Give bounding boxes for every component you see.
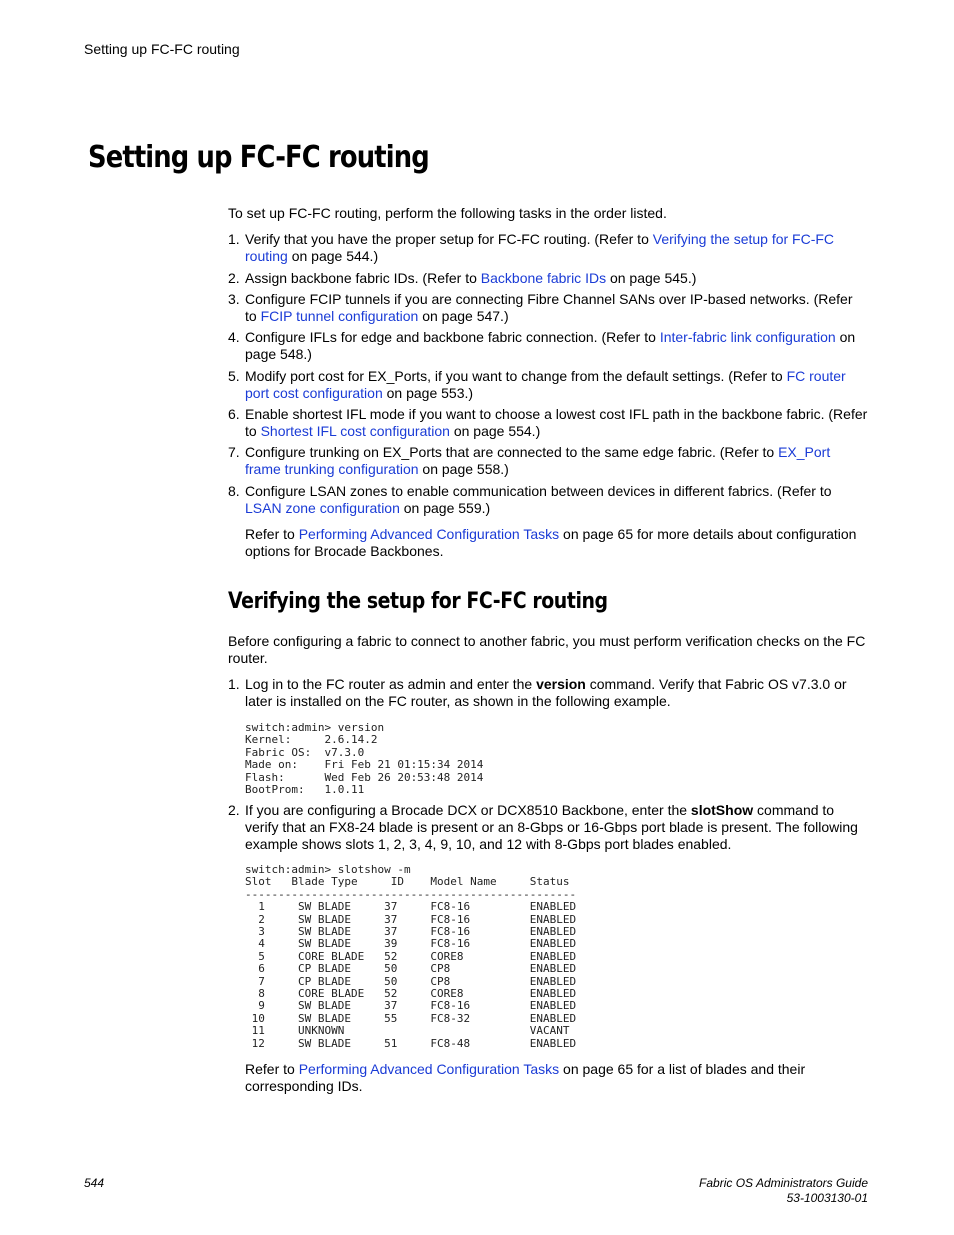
document-number: 53-1003130-01 <box>786 1191 868 1205</box>
link-backbone-fabric-ids[interactable]: Backbone fabric IDs <box>480 270 607 286</box>
page-title: Setting up FC-FC routing <box>88 140 429 175</box>
link-fc-router-port-cost[interactable]: FC router port cost configuration <box>245 368 846 401</box>
running-header: Setting up FC-FC routing <box>84 41 240 57</box>
code-block-slotshow: switch:admin> slotshow -m Slot Blade Type ID Model Name Status -------------------------------------------------- 1 SW BLADE 37 FC8-16 ENABLED 2 SW BLADE 37 FC8-16 ENABLED 3 SW BLADE 37 FC8-16 ENABLED 4 SW BLADE 39 FC8-16 ENABLED 5 CORE BLADE 52 CORE8 ENABLED 6 CP BLADE 50 CP8 ENABLED 7 CP BLADE 50 CP8 ENABLED 8 CORE BLADE 52 CORE8 ENABLED 9 SW BLADE 37 FC8-16 ENABLED 10 SW BLADE 55 FC8-32 ENABLED 11 UNKNOWN VACANT 12 SW BLADE 51 FC8-48 ENABLED <box>245 863 577 1050</box>
page-number: 544 <box>84 1176 105 1190</box>
step-number: 6. <box>228 406 240 422</box>
intro-paragraph: To set up FC-FC routing, perform the following tasks in the order listed. <box>228 205 667 221</box>
link-fcip-tunnel-configuration[interactable]: FCIP tunnel configuration <box>260 308 419 324</box>
step-text: Configure LSAN zones to enable communication between devices in different fabrics. (Refer to LSAN zone configuration on page 559.) <box>245 483 832 516</box>
step-number: 2. <box>228 270 240 286</box>
link-advanced-config-tasks-2[interactable]: Performing Advanced Configuration Tasks <box>298 1061 560 1077</box>
step-text: Enable shortest IFL mode if you want to choose a lowest cost IFL path in the backbone fabric. (Refer to Shortest IFL cost configuration on page 554.) <box>245 406 868 439</box>
step-text: If you are configuring a Brocade DCX or DCX8510 Backbone, enter the slotShow command to verify that an FX8-24 blade is present or an 8-Gbps or 16-Gbps port blade is present. The following example shows slots 1, 2, 3, 4, 9, 10, and 12 with 8-Gbps port blades enabled. <box>245 802 858 852</box>
step-number: 5. <box>228 368 240 384</box>
step-text: Log in to the FC router as admin and enter the version command. Verify that Fabric OS v7.3.0 or later is installed on the FC router, as shown in the following example. <box>245 676 847 709</box>
link-inter-fabric-link-configuration[interactable]: Inter-fabric link configuration <box>659 329 836 345</box>
step-text: Configure trunking on EX_Ports that are connected to the same edge fabric. (Refer to EX_Port frame trunking configuration on page 558.) <box>245 444 831 477</box>
step-item-1 <box>228 231 868 265</box>
step-item-4 <box>228 329 868 363</box>
step-text: Assign backbone fabric IDs. (Refer to Backbone fabric IDs on page 545.) <box>245 270 697 286</box>
step-item-7 <box>228 444 868 478</box>
step-number: 8. <box>228 483 240 499</box>
verify-step-1 <box>228 676 868 710</box>
step-text: Configure FCIP tunnels if you are connecting Fibre Channel SANs over IP-based networks. (Refer to FCIP tunnel configuration on page 547.) <box>245 291 853 324</box>
step-item-8 <box>228 483 868 517</box>
guide-title: Fabric OS Administrators Guide <box>699 1176 868 1190</box>
step-number: 4. <box>228 329 240 345</box>
section-intro: Before configuring a fabric to connect to another fabric, you must perform verification checks on the FC router. <box>228 633 866 666</box>
link-verifying-setup[interactable]: Verifying the setup for FC-FC routing <box>245 231 835 264</box>
command-slotshow: slotShow <box>690 802 754 818</box>
footer-doc-info <box>699 1176 868 1206</box>
verify-step-2 <box>228 802 868 853</box>
step-item-5 <box>228 368 868 402</box>
section-heading: Verifying the setup for FC-FC routing <box>228 589 608 614</box>
step-item-6 <box>228 406 868 440</box>
refer-paragraph-2: Refer to Performing Advanced Configuration Tasks on page 65 for a list of blades and their corresponding IDs. <box>245 1061 806 1094</box>
step-number: 1. <box>228 676 240 692</box>
link-ex-port-frame-trunking[interactable]: EX_Port frame trunking configuration <box>245 444 831 477</box>
refer-paragraph-1: Refer to Performing Advanced Configuration Tasks on page 65 for more details about configuration options for Brocade Backbones. <box>245 526 857 559</box>
link-advanced-config-tasks[interactable]: Performing Advanced Configuration Tasks <box>298 526 560 542</box>
step-number: 7. <box>228 444 240 460</box>
link-lsan-zone-configuration[interactable]: LSAN zone configuration <box>245 500 400 516</box>
step-text: Modify port cost for EX_Ports, if you want to change from the default settings. (Refer to FC router port cost configuration on page 553.) <box>245 368 846 401</box>
step-number: 3. <box>228 291 240 307</box>
command-version: version <box>536 676 586 692</box>
step-item-3 <box>228 291 868 325</box>
code-block-version: switch:admin> version Kernel: 2.6.14.2 Fabric OS: v7.3.0 Made on: Fri Feb 21 01:15:34 2014 Flash: Wed Feb 26 20:53:48 2014 BootProm: 1.0.11 <box>245 721 484 797</box>
step-number: 2. <box>228 802 240 818</box>
step-text: Configure IFLs for edge and backbone fabric connection. (Refer to Inter-fabric link configuration on page 548.) <box>245 329 856 362</box>
link-shortest-ifl-cost[interactable]: Shortest IFL cost configuration <box>260 423 450 439</box>
step-number: 1. <box>228 231 240 247</box>
step-text: Verify that you have the proper setup for FC-FC routing. (Refer to Verifying the setup for FC-FC routing on page 544.) <box>245 231 835 264</box>
step-item-2 <box>228 270 868 287</box>
